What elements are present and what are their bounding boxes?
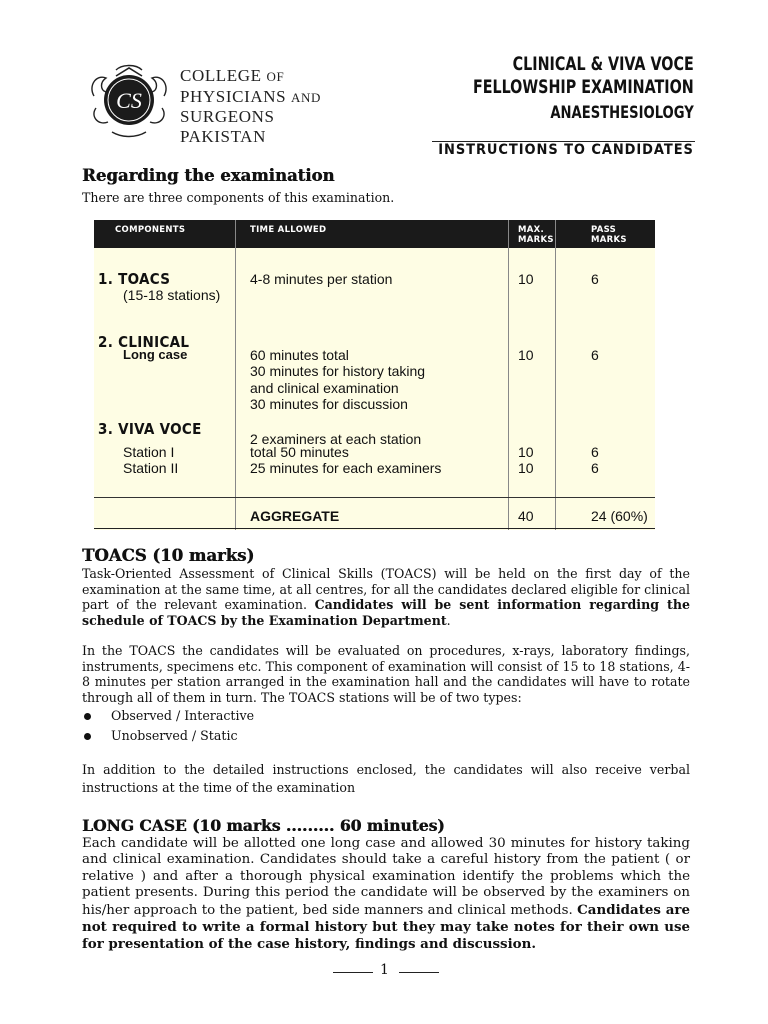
- toacs-paragraph-1: [82, 566, 690, 628]
- table-header-row: [94, 220, 655, 248]
- row-viva-max1: 10: [518, 444, 534, 460]
- college-crest-logo: [86, 62, 172, 138]
- column-divider: [235, 220, 236, 530]
- clinical-time-line: and clinical examination: [250, 379, 399, 396]
- aggregate-max: 40: [518, 508, 534, 524]
- row-viva-station1: Station I: [123, 444, 175, 460]
- row-clinical-sub: Long case: [123, 347, 188, 362]
- aggregate-label: AGGREGATE: [250, 508, 340, 524]
- row-toacs-title: 1. TOACS: [98, 270, 171, 288]
- row-viva-note: 2 examiners at each station: [250, 431, 422, 447]
- column-divider: [508, 220, 509, 530]
- row-toacs-max: 10: [518, 271, 534, 287]
- row-viva-title: 3. VIVA VOCE: [98, 420, 202, 438]
- row-toacs-time: 4-8 minutes per station: [250, 271, 393, 287]
- row-viva-time1: total 50 minutes: [250, 444, 349, 460]
- row-toacs-sub: (15-18 stations): [123, 287, 221, 303]
- toacs-p1-bold: Candidates will be sent information regarding the schedule of TOACS by the Examination Department: [82, 597, 690, 628]
- college-word-of: OF: [266, 69, 285, 84]
- header-pass-line2: MARKS: [591, 235, 627, 245]
- page-number: 1: [380, 962, 389, 978]
- row-viva-station2: Station II: [123, 460, 179, 476]
- table-rule: [94, 528, 655, 529]
- header-pass-marks: [591, 225, 627, 245]
- bullet-dot: [84, 713, 91, 720]
- clinical-time-line: 60 minutes total: [250, 347, 349, 363]
- bullet-text: Observed / Interactive: [111, 708, 255, 723]
- toacs-bullet-observed: [84, 708, 254, 723]
- long-case-paragraph: [82, 836, 690, 954]
- header-max-line2: MARKS: [518, 235, 554, 245]
- section-heading-long-case: LONG CASE (10 marks ......... 60 minutes): [82, 816, 445, 835]
- header-time-allowed: TIME ALLOWED: [250, 225, 327, 235]
- clinical-time-line: 30 minutes for history taking: [250, 363, 426, 380]
- bullet-dot: [84, 733, 91, 740]
- svg-text:CS: CS: [116, 88, 142, 113]
- toacs-p1-end: .: [446, 612, 451, 628]
- exam-title-block: [437, 54, 694, 126]
- section-heading-regarding-exam: Regarding the examination: [82, 166, 335, 185]
- college-word-physicians: PHYSICIANS: [180, 86, 287, 106]
- exam-specialty: ANAESTHESIOLOGY: [550, 103, 694, 123]
- footer-rule-left: [333, 972, 373, 973]
- section-heading-toacs: TOACS (10 marks): [82, 546, 255, 565]
- document-subtitle: INSTRUCTIONS TO CANDIDATES: [438, 142, 694, 158]
- header-max-line1: MAX.: [518, 225, 545, 235]
- college-word-surgeons: SURGEONS: [180, 107, 275, 126]
- header-max-marks: [518, 225, 554, 245]
- header-pass-line1: PASS: [591, 225, 617, 235]
- toacs-paragraph-3: In addition to the detailed instructions enclosed, the candidates will also receive verbal instructions at the time of the examination: [82, 762, 690, 795]
- clinical-time-line: 30 minutes for discussion: [250, 395, 408, 412]
- row-clinical-max: 10: [518, 347, 534, 363]
- row-viva-pass1: 6: [591, 444, 599, 460]
- exam-title-line2: FELLOWSHIP EXAMINATION: [473, 77, 694, 98]
- exam-title-line1: CLINICAL & VIVA VOCE: [512, 54, 694, 75]
- toacs-paragraph-2: In the TOACS the candidates will be evaluated on procedures, x-rays, laboratory findings, instruments, specimens etc. This component of examination will consist of 15 to 18 stations, 4-8 minutes per station arranged in the examination hall and the candidates will have to rotate through all of them in turn. The TOACS stations will be of two types:: [82, 643, 690, 705]
- college-word-college: COLLEGE: [180, 66, 262, 85]
- college-word-and: AND: [291, 89, 321, 105]
- footer-rule-right: [399, 972, 439, 973]
- long-case-text: Each candidate will be allotted one long case and allowed 30 minutes for history taking and clinical examination. Candidates should take a careful history from the patient ( or relative ) and after a thorough physical examination identify the problems which the patient presents. During this period the candidate will be observed by the examiners on his/her approach to the patient, bed side manners and clinical methods.: [82, 836, 690, 918]
- long-case-bold: Candidates are not required to write a formal history but they may take notes for their own use for presentation of the case history, findings and discussion.: [82, 901, 690, 953]
- row-clinical-pass: 6: [591, 347, 599, 363]
- row-clinical-time: [250, 347, 425, 412]
- aggregate-pass: 24 (60%): [591, 508, 648, 524]
- row-clinical-title: 2. CLINICAL: [98, 333, 190, 351]
- intro-text: There are three components of this examination.: [82, 190, 395, 205]
- table-rule: [94, 497, 655, 498]
- college-name: [180, 66, 321, 146]
- college-word-pakistan: PAKISTAN: [180, 126, 266, 146]
- header-components: COMPONENTS: [115, 225, 186, 235]
- column-divider: [555, 220, 556, 530]
- row-toacs-pass: 6: [591, 271, 599, 287]
- row-viva-pass2: 6: [591, 460, 599, 476]
- toacs-bullet-unobserved: [84, 728, 238, 743]
- toacs-p1-text: Task-Oriented Assessment of Clinical Skills (TOACS) will be held on the first day of the examination at the same time, at all centres, for all the candidates declared eligible for clinical part of the relevant examination.: [82, 566, 690, 613]
- bullet-text: Unobserved / Static: [111, 728, 238, 743]
- row-viva-max2: 10: [518, 460, 534, 476]
- row-viva-time2: 25 minutes for each examiners: [250, 460, 442, 476]
